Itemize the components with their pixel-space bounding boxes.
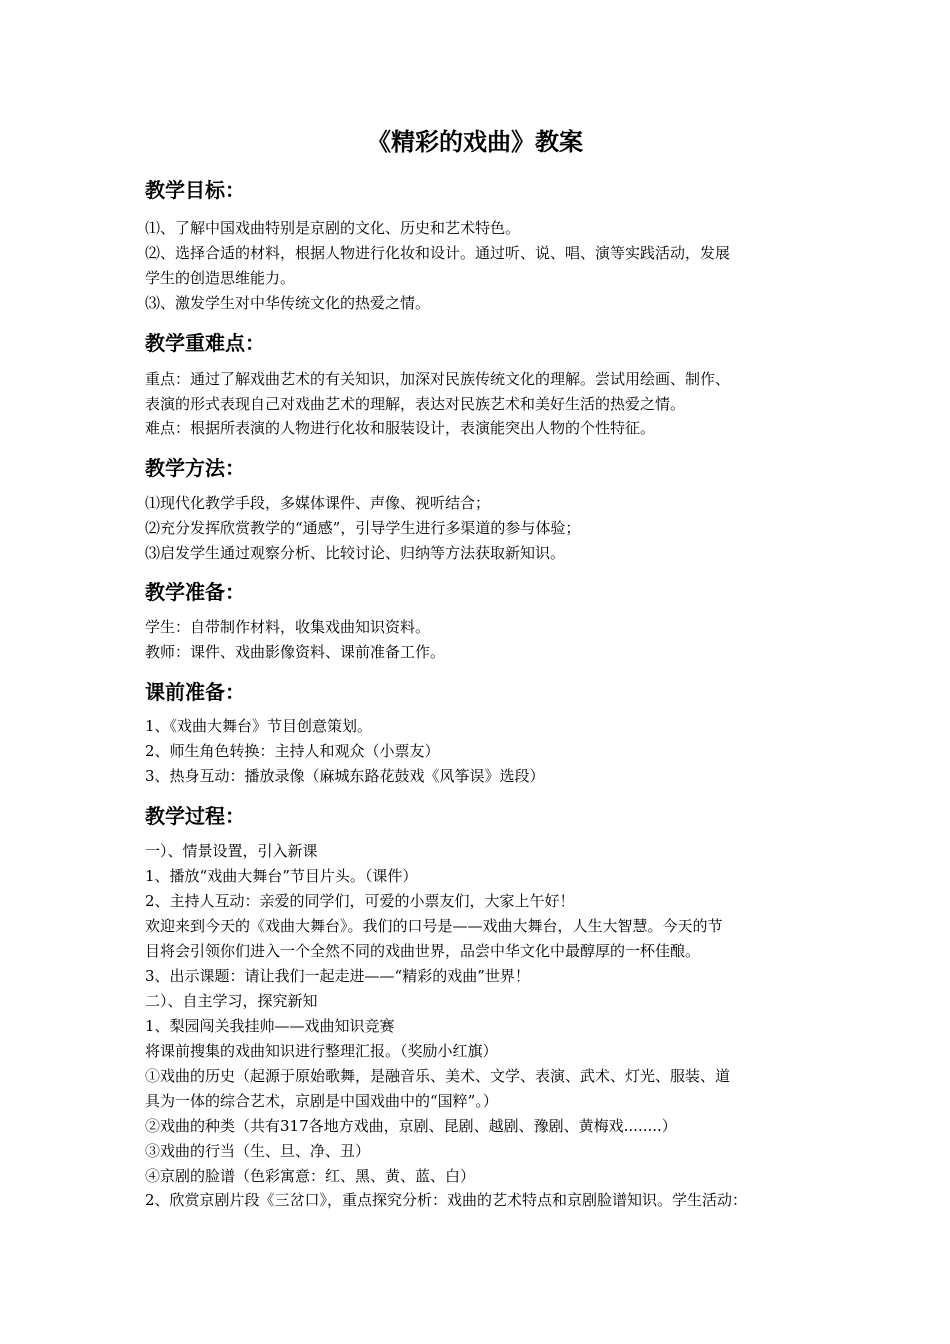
- process-line-7: 二）、自主学习，探究新知: [145, 992, 318, 1010]
- methods-line-2: ⑵充分发挥欣赏教学的“通感”，引导学生进行多渠道的参与体验；: [145, 519, 581, 537]
- pre-class-line-2: 2、师生角色转换：主持人和观众（小票友）: [145, 742, 440, 760]
- document-title: 《精彩的戏曲》教案: [367, 128, 583, 156]
- process-line-14: ④京剧的脸谱（色彩寓意：红、黑、黄、蓝、白）: [145, 1167, 476, 1185]
- section-heading-process: 教学过程：: [145, 804, 245, 828]
- objectives-line-4: ⑶、激发学生对中华传统文化的热爱之情。: [145, 294, 431, 312]
- pre-class-line-1: 1、《戏曲大舞台》节目创意策划。: [145, 717, 373, 735]
- process-line-4: 欢迎来到今天的《戏曲大舞台》。我们的口号是——戏曲大舞台，人生大智慧。今天的节: [145, 917, 723, 935]
- preparation-line-1: 学生：自带制作材料，收集戏曲知识资料。: [145, 618, 431, 636]
- section-heading-preparation: 教学准备：: [145, 580, 245, 604]
- methods-line-1: ⑴现代化教学手段，多媒体课件、声像、视听结合；: [145, 494, 491, 512]
- process-line-11: 具为一体的综合艺术，京剧是中国戏曲中的“国粹”。）: [145, 1092, 498, 1110]
- section-heading-pre-class: 课前准备：: [145, 680, 245, 704]
- process-line-3: 2、主持人互动：亲爱的同学们，可爱的小票友们，大家上午好！: [145, 892, 575, 910]
- process-line-5: 目将会引领你们进入一个全然不同的戏曲世界，品尝中华文化中最醇厚的一杯佳酿。: [145, 942, 701, 960]
- section-heading-objectives: 教学目标：: [145, 178, 245, 202]
- process-line-15: 2、欣赏京剧片段《三岔口》，重点探究分析：戏曲的艺术特点和京剧脸谱知识。学生活动：: [145, 1191, 748, 1209]
- methods-line-3: ⑶启发学生通过观察分析、比较讨论、归纳等方法获取新知识。: [145, 544, 566, 562]
- process-line-12: ②戏曲的种类（共有317各地方戏曲，京剧、昆剧、越剧、豫剧、黄梅戏........）: [145, 1117, 677, 1135]
- preparation-line-2: 教师：课件、戏曲影像资料、课前准备工作。: [145, 643, 446, 661]
- key-points-line-1: 重点：通过了解戏曲艺术的有关知识，加深对民族传统文化的理解。尝试用绘画、制作、: [145, 370, 731, 388]
- process-line-1: 一）、情景设置，引入新课: [145, 842, 318, 860]
- process-line-6: 3、出示课题：请让我们一起走进——“精彩的戏曲”世界！: [145, 967, 530, 985]
- process-line-13: ③戏曲的行当（生、旦、净、丑）: [145, 1142, 371, 1160]
- process-line-8: 1、梨园闯关我挂帅——戏曲知识竞赛: [145, 1017, 395, 1035]
- process-line-9: 将课前搜集的戏曲知识进行整理汇报。（奖励小红旗）: [145, 1042, 498, 1060]
- pre-class-line-3: 3、热身互动：播放录像（麻城东路花鼓戏《风筝误》选段）: [145, 767, 545, 785]
- key-points-line-2: 表演的形式表现自己对戏曲艺术的理解，表达对民族艺术和美好生活的热爱之情。: [145, 395, 686, 413]
- key-points-line-3: 难点：根据所表演的人物进行化妆和服装设计，表演能突出人物的个性特征。: [145, 419, 656, 437]
- section-heading-key-points: 教学重难点：: [145, 331, 265, 355]
- process-line-10: ①戏曲的历史（起源于原始歌舞，是融音乐、美术、文学、表演、武术、灯光、服装、道: [145, 1067, 731, 1085]
- objectives-line-3: 学生的创造思维能力。: [145, 269, 296, 287]
- process-line-2: 1、播放“戏曲大舞台”节目片头。（课件）: [145, 867, 418, 885]
- objectives-line-2: ⑵、选择合适的材料，根据人物进行化妆和设计。通过听、说、唱、演等实践活动，发展: [145, 244, 731, 262]
- section-heading-methods: 教学方法：: [145, 456, 245, 480]
- objectives-line-1: ⑴、了解中国戏曲特别是京剧的文化、历史和艺术特色。: [145, 219, 521, 237]
